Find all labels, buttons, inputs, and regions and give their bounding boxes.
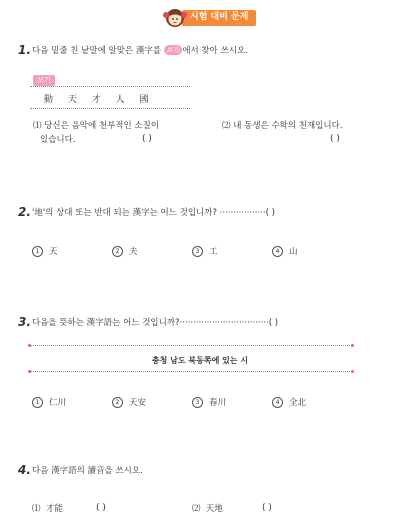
bogi-bottom-line (30, 108, 190, 109)
section-header (162, 6, 256, 26)
q2-option-2[interactable]: 2 夫 (112, 245, 138, 257)
q3-box-dot-left-top (28, 344, 31, 347)
q4-item1: ⑴ 才能 (32, 504, 63, 514)
question-2-text: '地'의 상대 또는 반대 되는 漢字는 어느 것입니까? ·················( ) (32, 208, 275, 218)
q3-option-1[interactable]: 1 仁川 (32, 396, 66, 408)
q3-box-dot-left-bottom (28, 370, 31, 373)
question-4-text: 다음 漢字語의 讀音을 쓰시오. (32, 466, 143, 476)
bogi-word-list: 動 天 才 人 國 (44, 95, 155, 105)
q3-meaning-phrase: 충청 남도 북동쪽에 있는 시 (151, 356, 249, 365)
q1-item2-line1: ⑵ 내 동생은 수학의 천재입니다. (222, 121, 343, 131)
q4-item2: ⑵ 天地 (192, 504, 223, 514)
q3-option-2[interactable]: 2 天安 (112, 396, 146, 408)
question-1-number: 1. (18, 43, 31, 57)
q1-bogi-badge: 보기 (164, 45, 183, 55)
q3-box-dot-right-bottom (351, 370, 354, 373)
bogi-label: 보기 (33, 75, 55, 86)
q1-item1-answer-blank[interactable]: ( ) (142, 134, 152, 144)
q3-box-top-line (30, 345, 352, 346)
q1-item1-line2: 있습니다. (40, 135, 76, 145)
q1-text-before: 다음 밑줄 친 낱말에 알맞은 漢字를 (32, 46, 164, 56)
q1-item1-line1: ⑴ 당신은 음악에 천부적인 소질이 (33, 121, 160, 131)
q3-box-bottom-line (30, 371, 352, 372)
q1-text-after: 에서 찾아 쓰시오. (182, 46, 248, 56)
q2-option-1[interactable]: 1 天 (32, 245, 58, 257)
question-3-number: 3. (18, 315, 31, 329)
q3-option-4[interactable]: 4 全北 (272, 396, 306, 408)
header-title: 시험 대비 문제 (190, 12, 249, 22)
q2-option-3[interactable]: 3 工 (192, 245, 218, 257)
question-2-number: 2. (18, 205, 31, 219)
bogi-top-line (30, 86, 190, 87)
q3-box-dot-right-top (351, 344, 354, 347)
mascot-girl-icon (162, 6, 188, 30)
question-4-number: 4. (18, 463, 31, 477)
question-3-text: 다음을 뜻하는 漢字語는 어느 것입니까?·································( ) (32, 318, 279, 328)
q1-item2-answer-blank[interactable]: ( ) (330, 134, 340, 144)
q2-option-4[interactable]: 4 山 (272, 245, 298, 257)
q3-option-3[interactable]: 3 春川 (192, 396, 226, 408)
q4-item1-answer-blank[interactable]: ( ) (96, 503, 106, 513)
q4-item2-answer-blank[interactable]: ( ) (262, 503, 272, 513)
question-1-text (32, 45, 248, 57)
